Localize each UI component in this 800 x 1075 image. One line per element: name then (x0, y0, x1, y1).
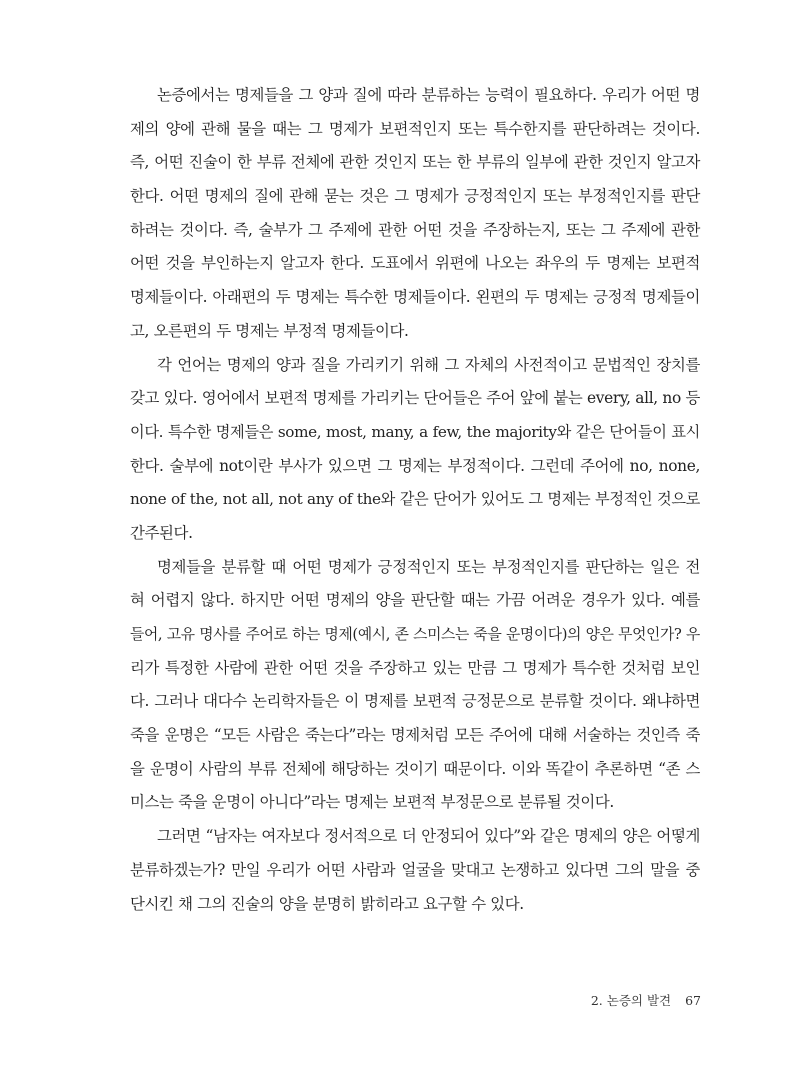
text-line: 한다. 어떤 명제의 질에 관해 묻는 것은 그 명제가 긍정적인지 또는 부정적인지를 판단 (130, 187, 700, 206)
text-line: 분류하겠는가? 만일 우리가 어떤 사람과 얼굴을 맞대고 논쟁하고 있다면 그의 말을 중 (130, 860, 700, 879)
page-footer (591, 993, 701, 1009)
text-line: 명제들을 분류할 때 어떤 명제가 긍정적인지 또는 부정적인지를 판단하는 일은 전 (157, 557, 700, 576)
text-line: 명제들이다. 아래편의 두 명제는 특수한 명제들이다. 왼편의 두 명제는 긍정적 명제들이 (130, 288, 700, 307)
paragraph-3 (130, 551, 700, 821)
text-line: 제의 양에 관해 물을 때는 그 명제가 보편적인지 또는 특수한지를 판단하려는 것이다. (130, 119, 700, 138)
text-line: 혀 어렵지 않다. 하지만 어떤 명제의 양을 판단할 때는 가끔 어려운 경우가 있다. 예를 (130, 591, 700, 610)
text-line: 이다. 특수한 명제들은 some, most, many, a few, the majority와 같은 단어들이 표시 (130, 422, 700, 441)
text-line: 그러면 “남자는 여자보다 정서적으로 더 안정되어 있다”와 같은 명제의 양은 어떻게 (157, 827, 700, 846)
text-line: 간주된다. (130, 523, 193, 542)
text-line: 논증에서는 명제들을 그 양과 질에 따라 분류하는 능력이 필요하다. 우리가 어떤 명 (157, 86, 700, 104)
text-line: 고, 오른편의 두 명제는 부정적 명제들이다. (130, 321, 409, 340)
text-line: 리가 특정한 사람에 관한 어떤 것을 주장하고 있는 만큼 그 명제가 특수한 것처럼 보인 (130, 658, 700, 677)
body-text (130, 79, 700, 921)
text-line: 한다. 술부에 not이란 부사가 있으면 그 명제는 부정적이다. 그런데 주어에 no, none, (130, 456, 700, 475)
text-line: 다. 그러나 대다수 논리학자들은 이 명제를 보편적 긍정문으로 분류할 것이다. 왜냐하면 (130, 692, 700, 711)
text-line: none of the, not all, not any of the와 같은 단어가 있어도 그 명제는 부정적인 것으로 (130, 490, 700, 509)
text-line: 들어, 고유 명사를 주어로 하는 명제(예시, 존 스미스는 죽을 운명이다)의 양은 무엇인가? 우 (130, 626, 700, 643)
running-footer-chapter: 2. 논증의 발견 (590, 993, 672, 1008)
text-line: 어떤 것을 부인하는지 알고자 한다. 도표에서 위편에 나오는 좌우의 두 명제는 보편적 (130, 254, 700, 273)
page-number: 67 (685, 993, 701, 1008)
text-line: 죽을 운명은 “모든 사람은 죽는다”라는 명제처럼 모든 주어에 대해 서술하는 것인즉 죽 (130, 726, 700, 745)
text-line: 갖고 있다. 영어에서 보편적 명제를 가리키는 단어들은 주어 앞에 붙는 every, all, no 등 (130, 389, 700, 408)
text-line: 미스는 죽을 운명이 아니다”라는 명제는 보편적 부정문으로 분류될 것이다. (130, 793, 614, 812)
paragraph-4 (130, 820, 700, 921)
paragraph-1 (130, 79, 700, 349)
text-line: 단시킨 채 그의 진술의 양을 분명히 밝히라고 요구할 수 있다. (130, 894, 524, 913)
text-line: 을 운명이 사람의 부류 전체에 해당하는 것이기 때문이다. 이와 똑같이 추론하면 “존 스 (130, 759, 700, 778)
text-line: 즉, 어떤 진술이 한 부류 전체에 관한 것인지 또는 한 부류의 일부에 관한 것인지 알고자 (130, 153, 700, 172)
paragraph-2 (130, 349, 700, 551)
text-line: 하려는 것이다. 즉, 술부가 그 주제에 관한 어떤 것을 주장하는지, 또는 그 주제에 관한 (130, 220, 700, 239)
text-line: 각 언어는 명제의 양과 질을 가리키기 위해 그 자체의 사전적이고 문법적인 장치를 (157, 355, 700, 374)
